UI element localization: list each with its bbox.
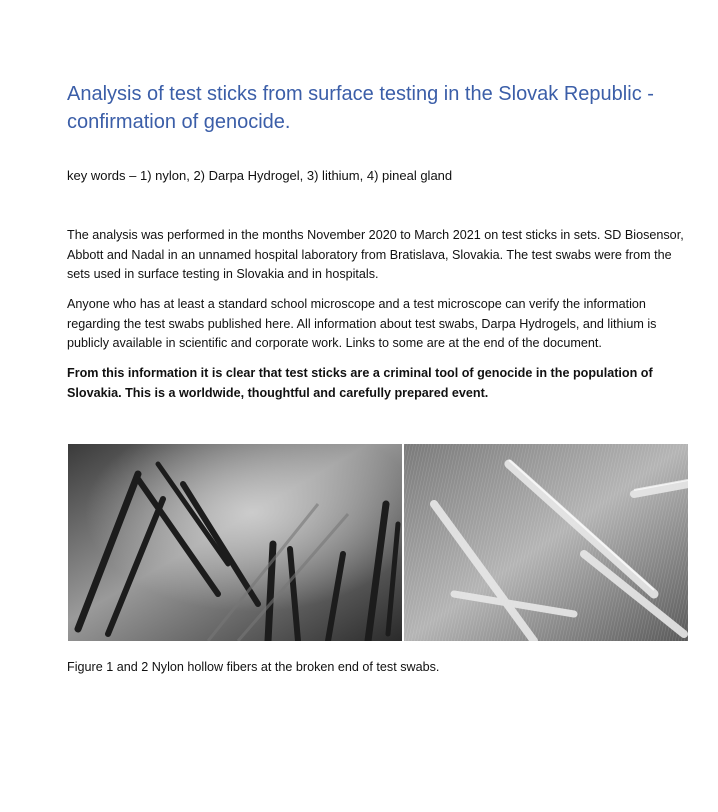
- figure-1-photo: [68, 444, 402, 641]
- figure-caption: Figure 1 and 2 Nylon hollow fibers at the broken end of test swabs.: [67, 660, 440, 674]
- document-title: Analysis of test sticks from surface testing in the Slovak Republic - confirmation of genocide.: [67, 83, 654, 133]
- paragraph-1: The analysis was performed in the months November 2020 to March 2021 on test sticks in sets. SD Biosensor, Abbott and Nadal in an unnamed hospital laboratory from Bratislava, Slovakia. The test swabs were from the sets used in surface testing in Slovakia and in hospitals.: [67, 228, 684, 281]
- figure-row: [68, 444, 688, 641]
- paragraph-2: Anyone who has at least a standard school microscope and a test microscope can verify the information regarding the test swabs published here. All information about test swabs, Darpa Hydrogels, and lithium is publicly available in scientific and corporate work. Links to some are at the end of the document.: [67, 297, 657, 350]
- keywords-line: key words – 1) nylon, 2) Darpa Hydrogel, 3) lithium, 4) pineal gland: [67, 168, 453, 183]
- figure-2-photo: [404, 444, 688, 641]
- paragraph-3-bold: From this information it is clear that test sticks are a criminal tool of genocide in the population of Slovakia. This is a worldwide, thoughtful and carefully prepared event.: [67, 366, 653, 400]
